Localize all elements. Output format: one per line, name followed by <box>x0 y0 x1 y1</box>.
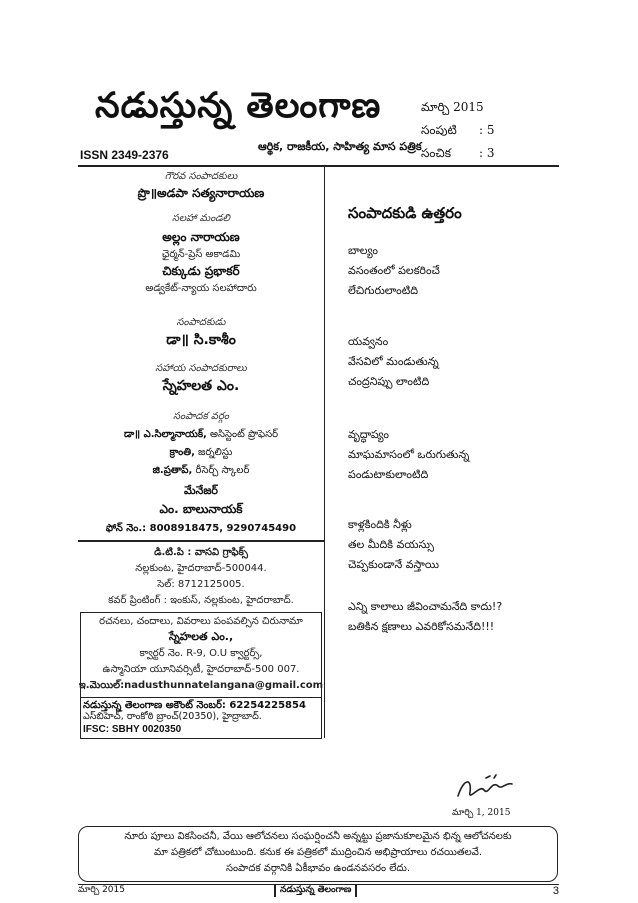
board-member-1 <box>78 428 324 442</box>
disclaimer-line-1: నూరు పూలు వికసించనీ, వేయి ఆలోచనలు సంఘర్షించనీ అన్నట్టు ప్రజానుకూలమైన భిన్న ఆలోచనలకు <box>124 831 512 842</box>
dtp-line-2: నల్లకుంట, హైదరాబాద్‌-500044. <box>135 563 267 574</box>
address-line-3: క్వార్టర్‌ నెం. R-9, O.U క్వార్టర్స్‌, <box>139 648 263 659</box>
disclaimer-line-3: సంపాదక వర్గానికి ఏకీభావం ఉండనవసరం లేదు. <box>225 863 411 874</box>
bank-account: నడుస్తున్న తెలంగాణ అకౌంట్‌ నెంబర్‌: 62254225854 <box>83 700 306 711</box>
issue-number <box>421 146 495 163</box>
number-label: సంచిక <box>421 146 451 160</box>
editorial-board-role: సంపాదక వర్గం <box>173 411 229 422</box>
signature-date: మార్చి 1, 2015 <box>452 808 511 818</box>
board-member-2 <box>78 446 324 460</box>
poem-line: లేచిగురులాంటిది <box>348 284 419 297</box>
board-member-1-desc: అసిస్టెంట్‌ ప్రొఫెసర్‌ <box>206 429 279 440</box>
manager-name: ఎం. బాలునాయక్‌ <box>159 502 243 516</box>
poem-line: చెప్పకుండానే వస్తాయి <box>348 558 440 571</box>
advisor-2-desc: అడ్వకేట్‌-న్యాయ సలహాదారు <box>145 283 257 294</box>
phone-numbers: ఫోన్‌ నెం.: 8008918475, 9290745490 <box>105 523 297 534</box>
volume-label: సంపుటి <box>421 123 457 137</box>
magazine-title: నడుస్తున్న తెలంగాణ <box>95 86 382 126</box>
magazine-subtitle: ఆర్థిక, రాజకీయ, సాహిత్య మాస పత్రిక <box>258 140 422 153</box>
issue-date: మార్చి 2015 <box>421 100 484 114</box>
editor-role: సంపాదకుడు <box>176 317 226 328</box>
board-member-3-name: జి.ప్రతాప్‌, <box>152 465 193 476</box>
address-line-4: ఉస్మానియా యూనివర్సిటీ, హైదరాబాద్‌-500 007. <box>102 664 300 675</box>
poem-line: కాళ్లకిందికి నీళ్లు <box>348 518 412 531</box>
poem-line: మాఘమాసంలో ఒరుగుతున్న <box>348 448 470 461</box>
page-footer <box>78 884 559 899</box>
number-value: : 3 <box>479 146 495 160</box>
poem-line: ఎన్ని కాలాలు జీవించామనేది కాదు!? <box>348 600 503 613</box>
poem-line: పండుటాకులాంటిది <box>348 468 429 481</box>
advisor-2-name: చిక్కుడు ప్రభాకర్‌ <box>162 264 240 278</box>
poem-line: వసంతంలో పలకరించే <box>348 264 440 277</box>
dtp-line-4: కవర్‌ ప్రింటింగ్‌ : ఇంకుస్‌, నల్లకుంట, హైదరాబాద్‌. <box>108 595 294 606</box>
disclaimer-line-2: మా పత్రికలో చోటుంటుంది. కనుక ఈ పత్రికలో ముద్రించిన అభిప్రాయాలు రచయితలవే. <box>153 847 483 858</box>
poem-line: బతికిన క్షణాలు ఎవరికోసమనేది!!! <box>348 620 495 633</box>
board-member-3 <box>78 464 324 478</box>
honorary-editor-name: ప్రొ॥అడపా సత్యనారాయణ <box>137 186 265 200</box>
divider <box>78 540 324 542</box>
issue-volume <box>421 123 495 140</box>
advisor-1-desc: ఛైర్మన్‌-ప్రెస్‌ అకాడమి <box>161 249 241 260</box>
poem-line: చంద్రనిప్పు లాంటిది <box>348 375 430 388</box>
disclaimer-box <box>78 826 558 882</box>
address-email: ఇ.మెయిల్‌:nadusthunnatelangana@gmail.com <box>78 680 324 691</box>
issn-number: ISSN 2349-2376 <box>80 148 169 162</box>
address-line-2: స్నేహలత ఎం., <box>168 630 234 643</box>
poem-line: బాల్యం <box>348 244 378 257</box>
dtp-line-1: డి.టి.పి : వాసవి గ్రాఫిక్స్‌ <box>154 547 248 558</box>
page-number: 3 <box>552 885 559 897</box>
board-member-2-name: క్రాంతి, <box>169 447 195 458</box>
bank-ifsc: IFSC: SBHY 0020350 <box>83 724 182 735</box>
manager-role: మేనేజర్‌ <box>184 484 218 497</box>
editor-letter-title: సంపాదకుడి ఉత్తరం <box>348 204 462 222</box>
advisory-council-role: సలహా మండలి <box>172 213 230 224</box>
editor-name: డా॥ సి.కాశీం <box>166 332 236 348</box>
poem-line: యవ్వనం <box>348 335 389 348</box>
assoc-editor-name: స్నేహలత ఎం. <box>162 378 240 394</box>
address-line-1: రచనలు, చందాలు, వివరాలు పంపవల్సిన చిరునామా <box>99 616 303 627</box>
poem-line: తల మీదికి వయస్సు <box>348 538 434 551</box>
poem-line: వృద్ధాప్యం <box>348 428 389 441</box>
volume-value: : 5 <box>479 123 495 137</box>
bank-branch: ఎస్‌బిహెచ్‌, రాంకోఠి బ్రాంచ్‌(20350), హైద్రాబాద్‌. <box>83 711 262 722</box>
honorary-editor-role: గౌరవ సంపాదకులు <box>164 171 238 182</box>
editor-signature <box>450 772 520 806</box>
poem-line: వేసవిలో మండుతున్న <box>348 355 439 368</box>
footer-date: మార్చి 2015 <box>78 885 125 895</box>
board-member-3-desc: రీసెర్చ్‌ స్కాలర్‌ <box>192 465 250 476</box>
board-member-2-desc: జర్నలిస్టు <box>194 447 233 458</box>
board-member-1-name: డా॥ ఎ.సిల్మానాయక్‌, <box>123 429 207 440</box>
footer-title: నడుస్తున్న తెలంగాణ <box>274 885 357 897</box>
dtp-line-3: సెల్‌: 8712125005. <box>157 579 245 590</box>
assoc-editor-role: సహాయ సంపాదకురాలు <box>155 363 247 374</box>
advisor-1-name: అల్లం నారాయణ <box>162 230 240 244</box>
